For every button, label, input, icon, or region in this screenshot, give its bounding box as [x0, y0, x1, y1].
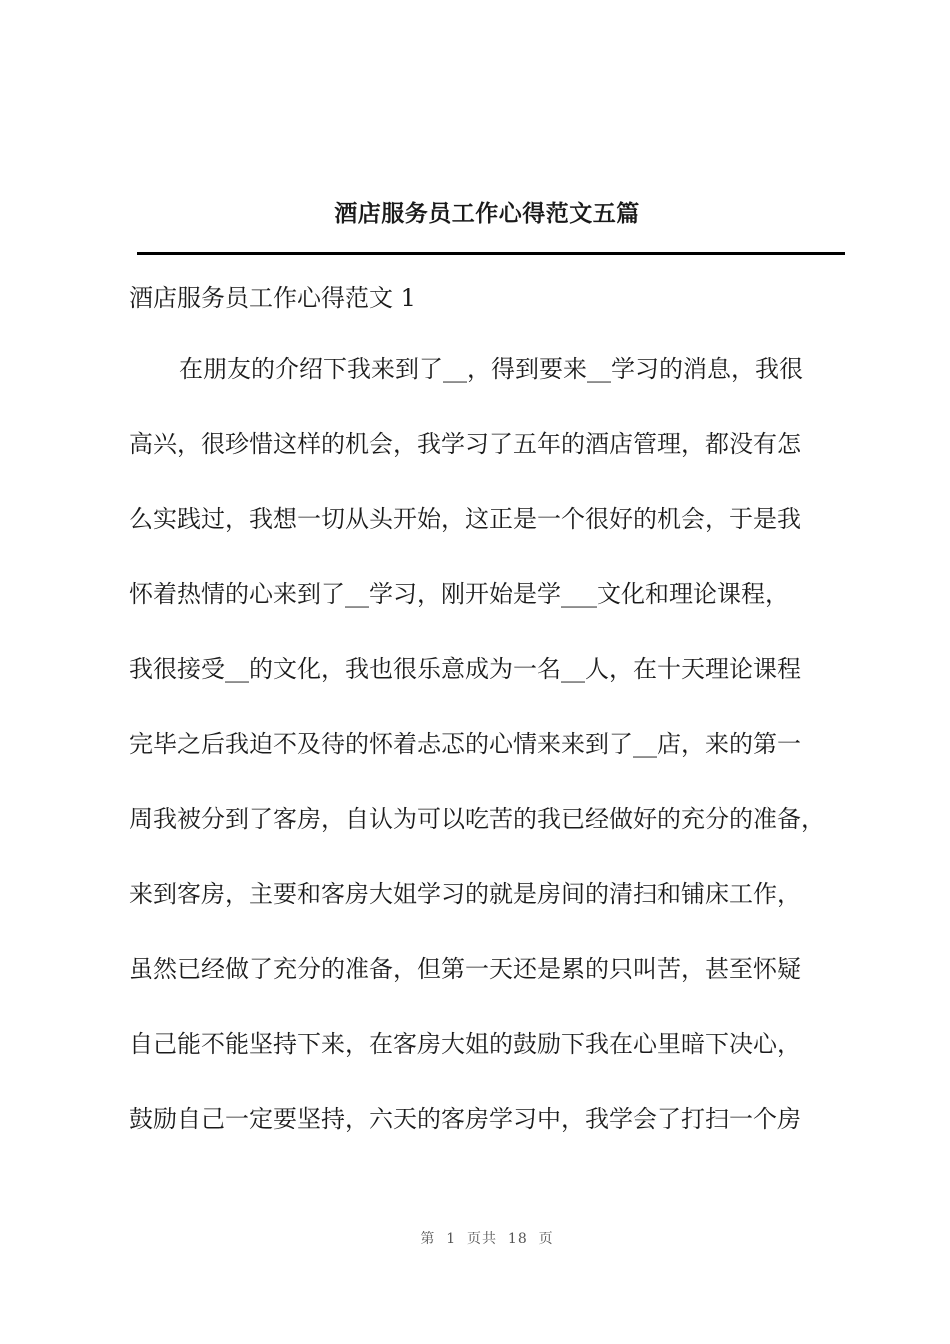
- title-divider: [137, 252, 845, 255]
- document-title: 酒店服务员工作心得范文五篇: [334, 200, 640, 227]
- body-line: 周我被分到了客房，自认为可以吃苦的我已经做好的充分的准备，: [129, 805, 825, 833]
- page-number-footer: 第 1 页共 18 页: [420, 1231, 554, 1247]
- body-line: 在朋友的介绍下我来到了__，得到要来__学习的消息，我很: [179, 355, 803, 383]
- body-line: 来到客房，主要和客房大姐学习的就是房间的清扫和铺床工作，: [129, 880, 801, 908]
- body-line: 完毕之后我迫不及待的怀着忐忑的心情来来到了__店，来的第一: [129, 730, 801, 758]
- body-line: 怀着热情的心来到了__学习，刚开始是学___文化和理论课程，: [129, 580, 789, 608]
- body-line: 鼓励自己一定要坚持，六天的客房学习中，我学会了打扫一个房: [129, 1105, 801, 1133]
- body-line: 高兴，很珍惜这样的机会，我学习了五年的酒店管理，都没有怎: [129, 430, 801, 458]
- body-line: 我很接受__的文化，我也很乐意成为一名__人，在十天理论课程: [129, 655, 801, 683]
- body-line: 么实践过，我想一切从头开始，这正是一个很好的机会，于是我: [129, 505, 801, 533]
- body-paragraph: [129, 349, 849, 1174]
- section-heading: 酒店服务员工作心得范文 1: [129, 284, 416, 312]
- body-line: 虽然已经做了充分的准备，但第一天还是累的只叫苦，甚至怀疑: [129, 955, 801, 983]
- body-line: 自己能不能坚持下来，在客房大姐的鼓励下我在心里暗下决心，: [129, 1030, 801, 1058]
